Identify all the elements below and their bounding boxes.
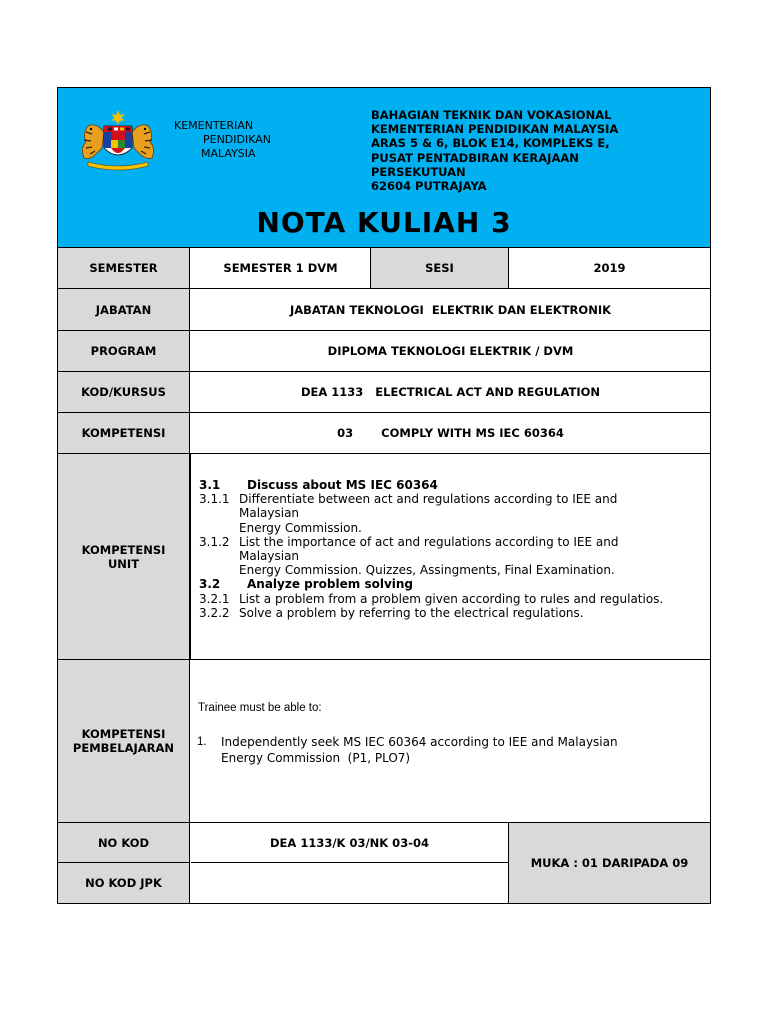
header-banner (58, 88, 710, 248)
ministry-line: PENDIDIKAN (203, 133, 272, 146)
item-number: 3.2.2 (199, 605, 230, 620)
right-tiger (132, 125, 154, 159)
item-text: Malaysian (239, 506, 300, 521)
item-number: 3.1 (199, 478, 221, 492)
list-item (199, 592, 704, 606)
sesi-label: SESI (371, 248, 509, 288)
item-number: 3.1.1 (199, 492, 230, 507)
list-item (199, 606, 704, 620)
kompetensi-unit-label-line: UNIT (107, 556, 140, 571)
address-line: PUSAT PENTADBIRAN KERAJAAN (371, 150, 579, 165)
malaysia-coat-of-arms-icon (74, 108, 162, 174)
kompetensi-unit-list (199, 478, 704, 620)
footer-block (58, 823, 710, 903)
kompetensi-unit-label (58, 454, 190, 659)
item-text: Solve a problem by referring to the electrical regulations. (239, 605, 584, 620)
ministry-line: KEMENTERIAN (174, 119, 254, 132)
address-line: 62604 PUTRAJAYA (371, 179, 487, 194)
kompetensi-pembelajaran-label (58, 660, 190, 822)
item-text: Differentiate between act and regulations according to IEE and (239, 492, 618, 507)
page-title: NOTA KULIAH 3 (256, 206, 512, 239)
item-text: Independently seek MS IEC 60364 according to IEE and Malaysian (221, 735, 618, 749)
kompetensi-pembelajaran-row (58, 660, 710, 823)
program-value: DIPLOMA TEKNOLOGI ELEKTRIK / DVM (327, 344, 574, 358)
item-text: Malaysian (239, 549, 300, 564)
page-count: MUKA : 01 DARIPADA 09 (509, 823, 710, 903)
kompetensi-label: KOMPETENSI (58, 413, 190, 453)
list-item (199, 535, 704, 578)
no-kod-jpk-value (191, 863, 509, 903)
document-frame (57, 87, 711, 904)
kompetensi-pembelajaran-label-line: PEMBELAJARAN (72, 741, 175, 755)
list-item (199, 492, 704, 535)
no-kod-value: DEA 1133/K 03/NK 03-04 (191, 823, 509, 863)
item-number: 3.1.2 (199, 534, 230, 549)
learning-intro: Trainee must be able to: (198, 702, 322, 714)
address-line: KEMENTERIAN PENDIDIKAN MALAYSIA (371, 122, 619, 137)
kompetensi-row (58, 413, 710, 454)
shield (104, 126, 132, 155)
sesi-value: 2019 (593, 261, 626, 275)
item-text: Discuss about MS IEC 60364 (247, 478, 438, 492)
kod-kursus-row (58, 372, 710, 413)
item-text: Energy Commission (P1, PLO7) (221, 751, 411, 765)
semester-row (58, 248, 710, 289)
item-text: List a problem from a problem given according to rules and regulatios. (239, 591, 664, 606)
ministry-address (371, 108, 618, 193)
jabatan-row (58, 289, 710, 331)
jabatan-label: JABATAN (58, 289, 190, 330)
item-number: 1. (197, 736, 207, 748)
kod-kursus-label: KOD/KURSUS (58, 372, 190, 412)
item-text: Energy Commission. (239, 520, 362, 535)
no-kod-label: NO KOD (58, 823, 190, 863)
program-row (58, 331, 710, 372)
kompetensi-pembelajaran-label-line: KOMPETENSI (81, 727, 166, 741)
item-text: Analyze problem solving (247, 577, 414, 592)
left-tiger (82, 125, 104, 159)
program-label: PROGRAM (58, 331, 190, 371)
item-text: Energy Commission. Quizzes, Assingments, Final Examination. (239, 563, 615, 578)
item-number: 3.2.1 (199, 591, 230, 606)
ministry-name (174, 119, 271, 161)
kompetensi-value: 03 COMPLY WITH MS IEC 60364 (337, 426, 564, 440)
list-item (199, 478, 704, 492)
kod-kursus-value: DEA 1133 ELECTRICAL ACT AND REGULATION (300, 385, 601, 399)
address-line: BAHAGIAN TEKNIK DAN VOKASIONAL (371, 108, 612, 122)
address-line: ARAS 5 & 6, BLOK E14, KOMPLEKS E, (371, 136, 610, 151)
learning-outcome-item (197, 734, 691, 766)
jabatan-value: JABATAN TEKNOLOGI ELEKTRIK DAN ELEKTRONIK (289, 302, 612, 317)
list-item (199, 577, 704, 591)
no-kod-jpk-label: NO KOD JPK (58, 863, 190, 903)
address-line: PERSEKUTUAN (371, 164, 466, 179)
item-number: 3.2 (199, 577, 221, 592)
semester-label: SEMESTER (58, 248, 190, 288)
item-text: List the importance of act and regulations according to IEE and (239, 534, 619, 549)
ministry-line: MALAYSIA (201, 147, 256, 160)
semester-value: SEMESTER 1 DVM (191, 248, 371, 288)
kompetensi-unit-label-line: KOMPETENSI (81, 542, 166, 557)
kompetensi-unit-row (58, 454, 710, 660)
